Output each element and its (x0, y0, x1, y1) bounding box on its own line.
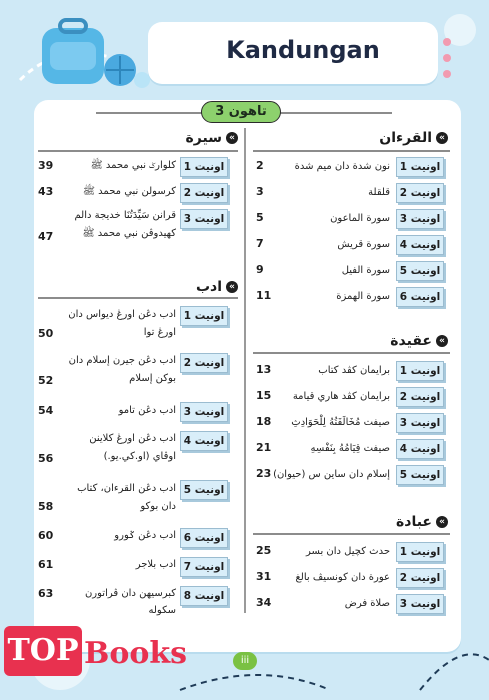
page-number: 18 (256, 415, 272, 428)
page-number: 9 (256, 263, 264, 276)
page-number: 7 (256, 237, 264, 250)
section-rule (253, 352, 450, 354)
chevron-icon: » (436, 132, 448, 144)
page-title: Kandungan (226, 36, 380, 64)
entry-title: صيفت قِيَامُهُ بِنَفْسِهِ (310, 443, 390, 454)
unit-label: اونيت 3 (180, 402, 228, 422)
page-number: 2 (256, 159, 264, 172)
page-number: 61 (38, 558, 54, 571)
entry-title-line1: ادب دڠن جيرن إسلام دان (68, 355, 176, 366)
page-number: 5 (256, 211, 264, 224)
entry-title: حدث كچيل دان بسر (306, 546, 390, 557)
unit-label: اونيت 6 (180, 528, 228, 548)
section-rule (38, 297, 238, 299)
entry-title-line2: اوڤاي (او.كي.يو.) (103, 451, 176, 462)
logo-books: Books (84, 636, 188, 671)
unit-label: اونيت 4 (396, 439, 444, 459)
entry-title: صيفت مُخَالَفَتُهُ لِلْحَوَادِثِ (291, 417, 390, 428)
unit-label: اونيت 5 (180, 480, 228, 500)
unit-label: اونيت 8 (180, 586, 228, 606)
page-number: 43 (38, 185, 54, 198)
entry-title-line2: اورڠ توا (143, 327, 176, 338)
page-number-badge: iii (233, 652, 257, 670)
section-title-sirah (166, 130, 238, 146)
unit-label: اونيت 2 (180, 183, 228, 203)
entry-title-line1: كلوارݢ نبي محمد ﷺ (90, 160, 176, 171)
unit-label: اونيت 2 (396, 568, 444, 588)
section-title-text: سيرة (185, 130, 222, 146)
unit-label: اونيت 4 (180, 431, 228, 451)
chevron-icon: » (436, 335, 448, 347)
header-dots (443, 38, 455, 86)
section-title-ibadah (372, 514, 448, 530)
section-rule (253, 533, 450, 535)
chevron-icon: » (226, 132, 238, 144)
page-number: 25 (256, 544, 272, 557)
logo-top: TOP (4, 626, 82, 676)
unit-label: اونيت 3 (396, 209, 444, 229)
unit-label: اونيت 2 (180, 353, 228, 373)
section-rule (253, 150, 450, 152)
page-number: 15 (256, 389, 272, 402)
year-label: تاهون 3 (201, 101, 281, 123)
section-rule (38, 150, 238, 152)
unit-label: اونيت 1 (396, 157, 444, 177)
unit-label: اونيت 1 (180, 157, 228, 177)
entry-title-line1: ادب بلاجر (135, 559, 176, 570)
section-title-text: عقيدة (390, 333, 432, 349)
column-divider (244, 128, 246, 613)
section-title-quran (352, 130, 448, 146)
page-number: 21 (256, 441, 272, 454)
entry-title: برايمان كڤد هاري قيامة (292, 391, 390, 402)
page-number: 23 (256, 467, 272, 480)
section-title-text: القرءان (379, 130, 432, 146)
page-number: 58 (38, 500, 54, 513)
page-number: 31 (256, 570, 272, 583)
entry-title: قلقلة (368, 187, 390, 198)
section-title-aqidah (362, 333, 448, 349)
entry-title-line1: ادب دڠن تامو (118, 405, 176, 416)
entry-title-line2: بوكن إسلام (129, 373, 176, 384)
unit-label: اونيت 2 (396, 183, 444, 203)
backpack-illustration (24, 14, 154, 98)
entry-title-line1: ادب دڠن ݢورو (114, 530, 176, 541)
page-number: 11 (256, 289, 272, 302)
chevron-icon: » (226, 281, 238, 293)
page-number: 50 (38, 327, 54, 340)
page-number: 52 (38, 374, 54, 387)
page-number: 54 (38, 404, 54, 417)
entry-title: عورة دان كونسيڤ بالغ (295, 572, 390, 583)
unit-label: اونيت 5 (396, 261, 444, 281)
entry-title: صلاة فرض (344, 598, 390, 609)
entry-title-line1: كرسولن نبي محمد ﷺ (82, 186, 176, 197)
entry-title: سورة قريش (337, 239, 390, 250)
page-number: 63 (38, 587, 54, 600)
unit-label: اونيت 7 (180, 557, 228, 577)
section-title-text: عبادة (396, 514, 432, 530)
entry-title: إسلام دان ساين س (حيوان) (273, 469, 390, 480)
unit-label: اونيت 1 (396, 361, 444, 381)
page-number: 3 (256, 185, 264, 198)
entry-title: سورة الهمزة (336, 291, 390, 302)
page-number: 13 (256, 363, 272, 376)
unit-label: اونيت 2 (396, 387, 444, 407)
entry-title-line1: ادب دڠن اورڠ ديواس دان (68, 309, 176, 320)
entry-title-line1: ادب دڠن اورڠ كلاينن (89, 433, 176, 444)
unit-label: اونيت 5 (396, 465, 444, 485)
unit-label: اونيت 6 (396, 287, 444, 307)
unit-label: اونيت 1 (396, 542, 444, 562)
section-title-text: ادب (195, 279, 222, 295)
entry-title-line1: كبرسيهن دان ڤراتورن سكوله (84, 588, 176, 616)
unit-label: اونيت 3 (396, 594, 444, 614)
unit-label: اونيت 3 (180, 209, 228, 229)
chevron-icon: » (436, 516, 448, 528)
unit-label: اونيت 3 (396, 413, 444, 433)
entry-title: سورة الماعون (330, 213, 390, 224)
section-title-adab (176, 279, 238, 295)
entry-title-line1: ادب دڠن القرءان، كتاب (77, 483, 176, 494)
page-number: 34 (256, 596, 272, 609)
entry-title-line2: كهيدوڤن نبي محمد ﷺ (82, 228, 176, 239)
entry-title: نون شدة دان ميم شدة (294, 161, 390, 172)
page-number: 56 (38, 452, 54, 465)
page-number: 39 (38, 159, 54, 172)
entry-title-line1: قرانن سَيِّدَتُنَا خديجة دالم (74, 210, 176, 221)
entry-title: برايمان كڤد كتاب (318, 365, 390, 376)
entry-title: سورة الفيل (341, 265, 390, 276)
page-number: 47 (38, 230, 54, 243)
page-number: 60 (38, 529, 54, 542)
unit-label: اونيت 4 (396, 235, 444, 255)
entry-title-line2: دان بوكو (140, 501, 176, 512)
unit-label: اونيت 1 (180, 306, 228, 326)
